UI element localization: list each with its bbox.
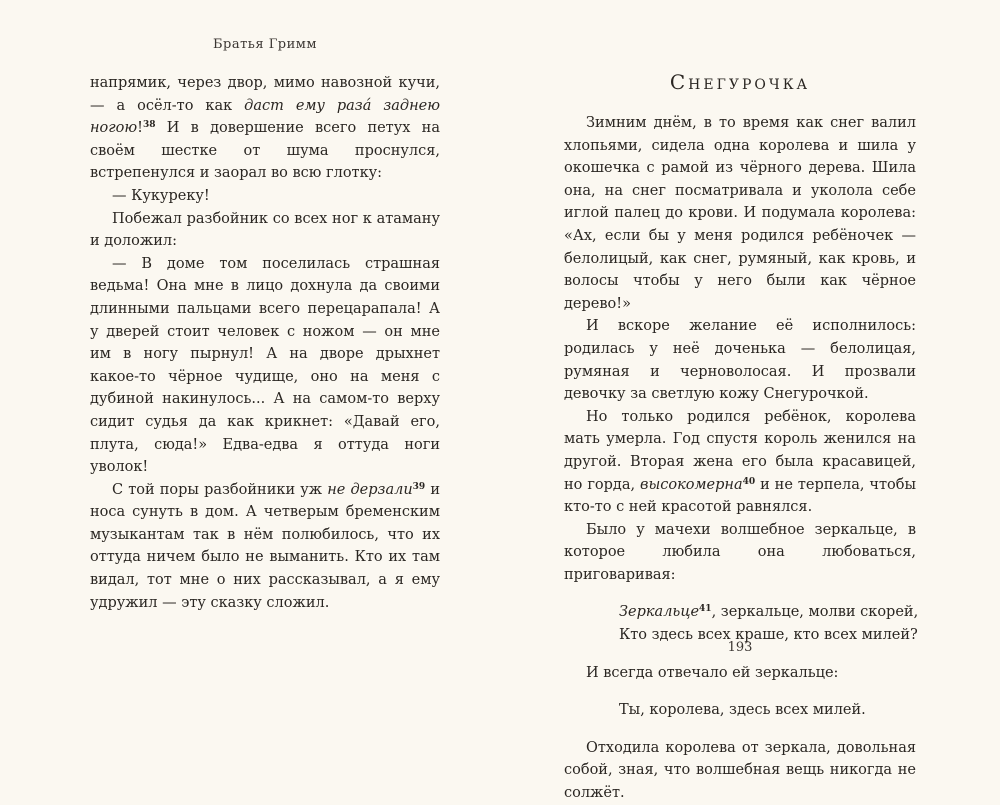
verse-line-1 [619, 601, 919, 624]
paragraph: Зимним днём, в то время как снег валил хлопьями, сидела одна королева и шила у окошечка с рамой из чёрного дерева. Шила она, на снег посматривала и уколола себе иглой палец до крови. И подумала королева: «Ах, если бы у меня родился ребёночек — белолицый, как снег, румяный, как кровь, и волосы чтобы у него были как чёрное дерево!» [564, 115, 916, 312]
paragraph: Было у мачехи волшебное зеркальце, в которое любила она любоваться, приговаривая: [564, 521, 916, 583]
paragraph: — Кукуреку! [112, 187, 210, 204]
paragraph: Отходила королева от зеркала, довольная собой, зная, что волшебная вещь никогда не солжёт. [564, 739, 916, 802]
footnote-ref: 39 [412, 481, 426, 492]
italic-term: не дерзали [327, 481, 413, 498]
paragraph: напрямик, через двор, мимо навозной кучи, — а осёл-то как даст ему разá заднею ногою!$^{38}$ И в довершение всего петух на своём шестке от шума проснулся, встрепенулся и заорал во всю глотку: [90, 75, 440, 182]
italic-term: даст ему разá заднею ногою [90, 97, 440, 137]
verse-italic-word: Зеркальце [619, 604, 700, 621]
footnote-ref: 38 [142, 120, 156, 131]
right-page [500, 0, 1000, 802]
right-text-block [564, 112, 919, 805]
footnote-ref: 40 [742, 476, 756, 487]
right-paragraphs-before [564, 112, 916, 586]
page-number: 193 [727, 640, 753, 655]
verse-mirror-answer: Ты, королева, здесь всех милей. [619, 702, 866, 719]
paragraph: Побежал разбойник со всех ног к атаману и доложил: [90, 210, 440, 250]
paragraph: С той поры разбойники уж не дерзали$^{39}$ и носа сунуть в дом. А четверым бременским музыкантам так в нём полюбилось, что их оттуда ничем было не выманить. Кто их там видал, тот мне о них рассказывал, а я ему удружил — эту сказку сложил. [90, 481, 440, 611]
footnote-ref: 41 [699, 604, 712, 615]
paragraph: И вскоре желание её исполнилось: родилась у неё доченька — белолицая, румяная и черноволосая. И прозвали девочку за светлую кожу Снегурочкой. [564, 318, 916, 403]
paragraph: — В доме том поселилась страшная ведьма! Она мне в лицо дохнула да своими длинными пальцами всего перецарапала! А у дверей стоит человек с ножом — он мне им в ногу пырнул! А на дворе дрыхнет какое-то чёрное чудище, оно на меня с дубиной накинулось... А на самом-то верху сидит судья да как крикнет: «Давай его, плута, сюда!» Едва-едва я оттуда ноги уволок! [90, 255, 440, 476]
verse-line-1-rest: , зеркальце, молви скорей, [711, 604, 919, 621]
chapter-title: Снегурочка [669, 70, 811, 94]
running-head: Братья Гримм [212, 37, 318, 52]
verse-line-2: Кто здесь всех краше, кто всех милей? [619, 627, 918, 644]
left-page [0, 0, 500, 734]
paragraph: И всегда отвечало ей зеркальце: [586, 664, 839, 681]
italic-term: высокомерна [640, 476, 743, 493]
paragraph: Но только родился ребёнок, королева мать умерла. Год спустя король женился на другой. Вторая жена его была красавицей, но горда, высокомерна$^{40}$ и не терпела, чтобы кто-то с ней красотой равнялся. [564, 408, 916, 516]
left-text-block [90, 72, 440, 614]
